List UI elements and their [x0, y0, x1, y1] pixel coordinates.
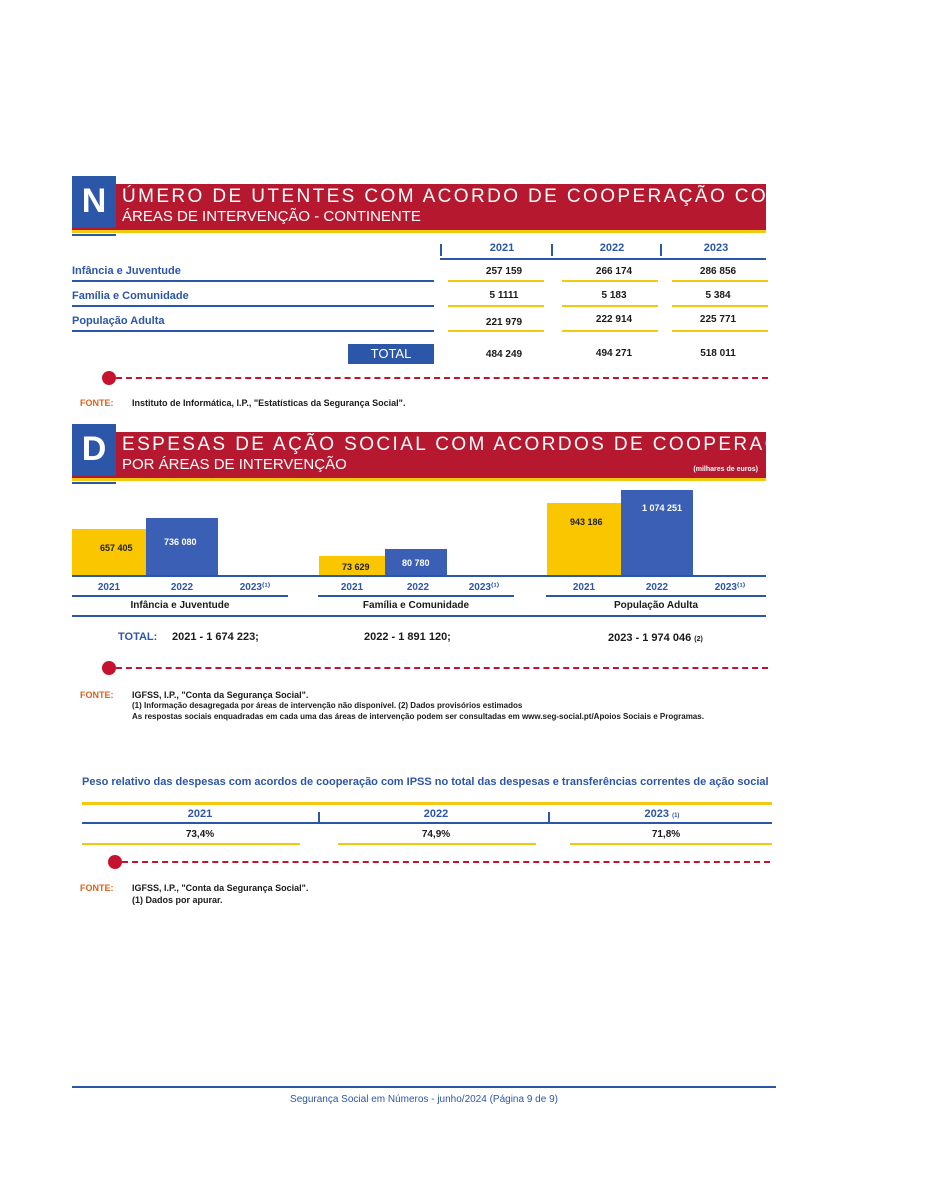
table1-row-line [448, 280, 544, 282]
section2-underline-blue [72, 482, 116, 484]
section3-title: Peso relativo das despesas com acordos de cooperação com IPSS no total das despesas e transferências correntes de ação social [82, 776, 769, 788]
section3-mid-line [82, 822, 772, 824]
year-separator [551, 244, 553, 256]
table1-cell: 221 979 [485, 317, 523, 328]
table3-cell: 73,4% [185, 829, 215, 840]
year-separator [440, 244, 442, 256]
section1-title-line1: ÚMERO DE UTENTES COM ACORDO DE COOPERAÇÃO COM IPSS, POR [122, 186, 911, 207]
table1-row-line [562, 305, 658, 307]
section3-fonte-line1: IGFSS, I.P., "Conta da Segurança Social". [132, 883, 309, 893]
section2-fonte-line3: As respostas sociais enquadradas em cada uma das áreas de intervenção podem ser consultadas em www.seg-social.pt/Apoios Sociais e Programas. [132, 712, 704, 721]
bar-value-label: 736 080 [164, 537, 197, 547]
bar-value-label: 657 405 [100, 543, 133, 553]
x-tick-label: 2023⁽¹⁾ [239, 582, 271, 593]
divider-dashed-line [116, 377, 768, 379]
table3-row-line [570, 843, 772, 845]
bar-value-label: 73 629 [342, 562, 370, 572]
table1-total-cell: 484 249 [485, 349, 523, 360]
bar-adulta-2021 [547, 503, 621, 575]
group-label: População Adulta [613, 600, 699, 611]
section2-fonte-line1: IGFSS, I.P., "Conta da Segurança Social". [132, 690, 309, 700]
totals-label: TOTAL: [118, 631, 158, 643]
total-2021: 2021 - 1 674 223; [172, 631, 259, 643]
table1-year-2023: 2023 [703, 242, 729, 254]
table1-row-line [448, 330, 544, 332]
section3-top-line [82, 802, 772, 805]
section2-title-line1: ESPESAS DE AÇÃO SOCIAL COM ACORDOS DE COOPERAÇÃO COM IPSS [122, 434, 933, 455]
chart-baseline [72, 575, 766, 577]
divider-dot [108, 855, 122, 869]
table1-row-line [672, 330, 768, 332]
x-tick-label: 2022 [170, 582, 194, 593]
table1-cell: 225 771 [699, 314, 737, 325]
bar-value-label: 943 186 [570, 517, 603, 527]
table1-cell: 222 914 [595, 314, 633, 325]
group-bottom-line [72, 615, 766, 617]
x-tick-label: 2022 [406, 582, 430, 593]
table1-cell: 5 1111 [489, 290, 519, 301]
section1-fonte-text: Instituto de Informática, I.P., "Estatísticas da Segurança Social". [132, 398, 406, 408]
section1-title-line2: ÁREAS DE INTERVENÇÃO - CONTINENTE [122, 208, 421, 225]
table3-row-line [338, 843, 536, 845]
table3-row-line [82, 843, 300, 845]
year-separator [660, 244, 662, 256]
table1-total-label: TOTAL [348, 344, 434, 364]
section1-fonte-label: FONTE: [80, 398, 114, 408]
divider-dashed-line [116, 667, 768, 669]
x-tick-label: 2021 [572, 582, 596, 593]
divider-dot [102, 371, 116, 385]
table1-row-line [72, 280, 434, 282]
table1-row-label: Infância e Juventude [72, 265, 181, 277]
table1-row-line [562, 330, 658, 332]
x-tick-label: 2023⁽¹⁾ [468, 582, 500, 593]
section2-fonte-label: FONTE: [80, 690, 114, 700]
section3-fonte-line2: (1) Dados por apurar. [132, 895, 223, 905]
section1-underline-blue [72, 234, 116, 236]
total-2022: 2022 - 1 891 120; [364, 631, 451, 643]
table1-header-line [440, 258, 766, 260]
bar-value-label: 1 074 251 [642, 503, 683, 513]
table1-row-line [72, 330, 434, 332]
table1-row-line [562, 280, 658, 282]
unit-label: (milhares de euros) [693, 466, 758, 473]
year-separator [318, 812, 320, 822]
table1-cell: 5 384 [705, 290, 731, 301]
table1-row-line [672, 280, 768, 282]
table1-cell: 257 159 [485, 266, 523, 277]
table1-cell: 266 174 [595, 266, 633, 277]
total-2023: 2023 - 1 974 046 (2) [608, 632, 703, 644]
table1-row-label: População Adulta [72, 315, 165, 327]
table3-year-2021: 2021 [187, 808, 213, 820]
group-line [546, 595, 766, 597]
table1-row-line [672, 305, 768, 307]
divider-dashed-line [122, 861, 770, 863]
section2-fonte-line2: (1) Informação desagregada por áreas de intervenção não disponível. (2) Dados provisórios estimados [132, 701, 523, 710]
table3-cell: 74,9% [421, 829, 451, 840]
table3-year-2022: 2022 [423, 808, 449, 820]
table1-cell: 286 856 [699, 266, 737, 277]
section3-fonte-label: FONTE: [80, 883, 114, 893]
x-tick-label: 2021 [340, 582, 364, 593]
table1-year-2021: 2021 [489, 242, 515, 254]
table1-total-cell: 494 271 [595, 348, 633, 359]
x-tick-label: 2022 [645, 582, 669, 593]
table1-row-label: Família e Comunidade [72, 290, 189, 302]
section2-banner [72, 430, 933, 478]
section2-underline-yellow [72, 478, 766, 481]
table3-cell: 71,8% [651, 829, 681, 840]
group-line [318, 595, 514, 597]
footer-text: Segurança Social em Números - junho/2024 (Página 9 de 9) [290, 1094, 558, 1105]
table1-cell: 5 183 [601, 290, 627, 301]
section1-letter: N [72, 176, 116, 228]
group-line [72, 595, 288, 597]
table1-total-cell: 518 011 [700, 348, 736, 359]
bar-value-label: 80 780 [402, 558, 430, 568]
group-label: Infância e Juventude [130, 600, 230, 611]
x-tick-label: 2023⁽¹⁾ [714, 582, 746, 593]
table1-year-2022: 2022 [599, 242, 625, 254]
table1-row-line [72, 305, 434, 307]
section1-underline-yellow [72, 230, 766, 233]
table1-row-line [448, 305, 544, 307]
table3-year-2023: 2023 (1) [644, 808, 680, 820]
section1-banner [72, 182, 911, 230]
group-label: Família e Comunidade [362, 600, 470, 611]
divider-dot [102, 661, 116, 675]
year-separator [548, 812, 550, 822]
x-tick-label: 2021 [97, 582, 121, 593]
section2-letter: D [72, 424, 116, 476]
section2-title-line2: POR ÁREAS DE INTERVENÇÃO [122, 456, 347, 473]
footer-line [72, 1086, 776, 1088]
